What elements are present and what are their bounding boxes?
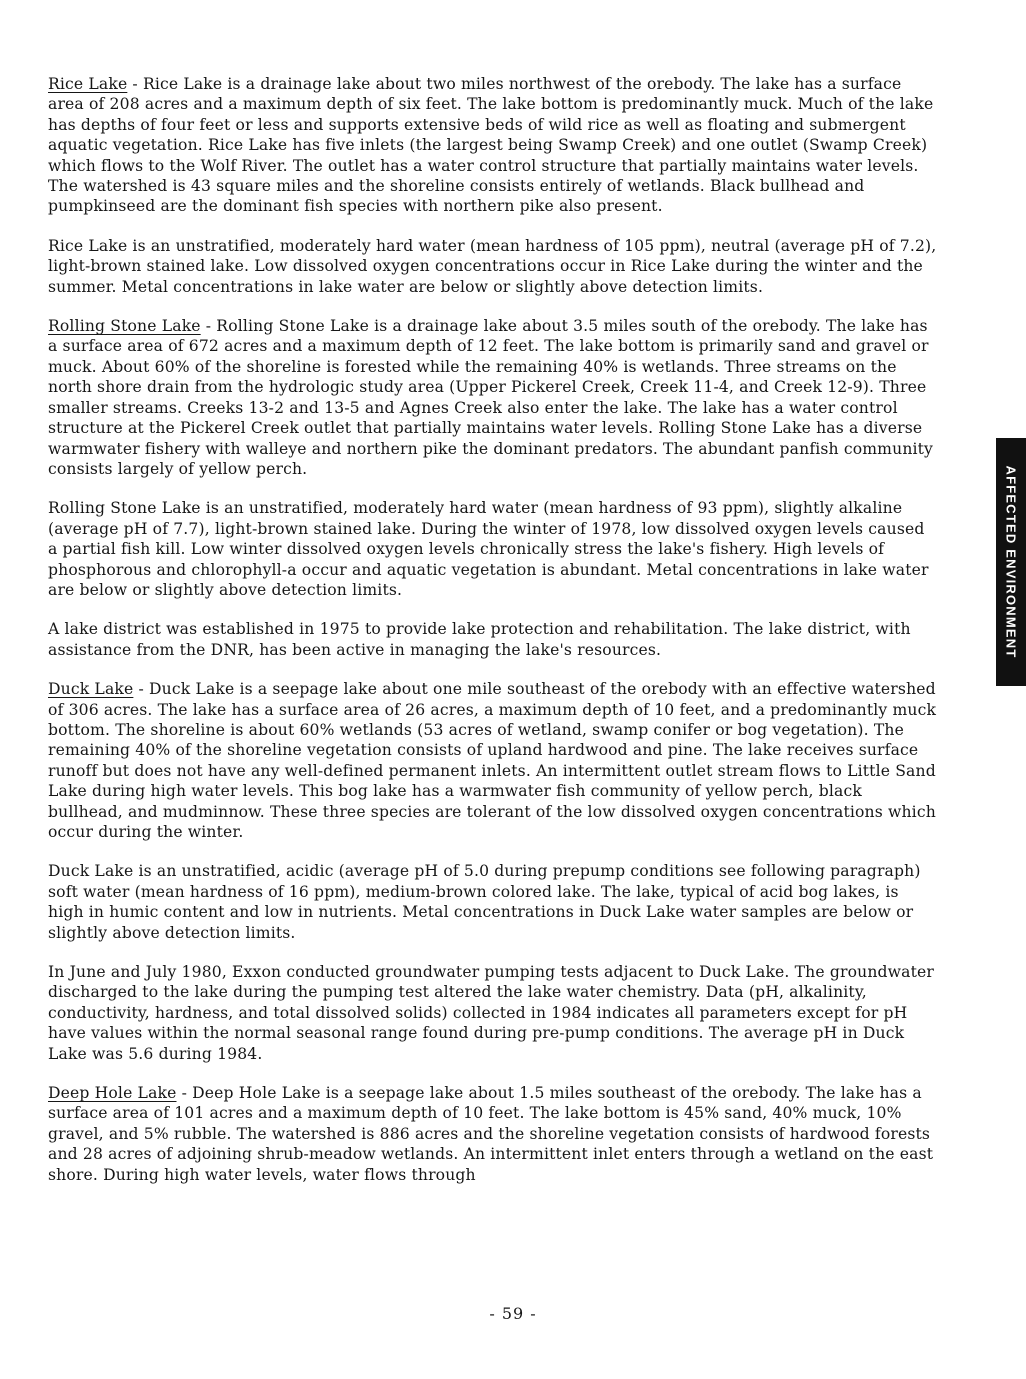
- duck-lake-heading: Duck Lake: [48, 680, 134, 699]
- rolling-stone-lake-paragraph-3: A lake district was established in 1975 to provide lake protection and rehabilitation. The lake district, with assistance from the DNR, has been active in managing the lake's resources.: [48, 620, 911, 659]
- document-body: [48, 74, 938, 1204]
- rolling-stone-lake-text-1: - Rolling Stone Lake is a drainage lake about 3.5 miles south of the orebody. The lake has a surface area of 672 acres and a maximum depth of 12 feet. The lake bottom is primarily sand and gravel or muck. About 60% of the shoreline is forested while the remaining 40% is wetlands. Three streams on the north shore drain from the hydrologic study area (Upper Pickerel Creek, Creek 11-4, and Creek 12-9). Three smaller streams. Creeks 13-2 and 13-5 and Agnes Creek also enter the lake. The lake has a water control structure at the Pickerel Creek outlet that partially maintains water levels. Rolling Stone Lake has a diverse warmwater fishery with walleye and northern pike the dominant predators. The abundant panfish community consists largely of yellow perch.: [48, 317, 934, 478]
- duck-lake-paragraph-3: In June and July 1980, Exxon conducted groundwater pumping tests adjacent to Duck Lake. The groundwater discharged to the lake during the pumping test altered the lake water chemistry. Data (pH, alkalinity, conductivity, hardness, and total dissolved solids) collected in 1984 indicates all parameters except for pH have values within the normal seasonal range found during pre-pump conditions. The average pH in Duck Lake was 5.6 during 1984.: [48, 963, 934, 1063]
- duck-lake-text-1: - Duck Lake is a seepage lake about one mile southeast of the orebody with an effective watershed of 306 acres. The lake has a surface area of 26 acres, a maximum depth of 10 feet, and a predominantly muck bottom. The shoreline is about 60% wetlands (53 acres of wetland, swamp conifer or bog vegetation). The remaining 40% of the shoreline vegetation consists of upland hardwood and pine. The lake receives surface runoff but does not have any well-defined permanent inlets. An intermittent outlet stream flows to Little Sand Lake during high water levels. This bog lake has a warmwater fish community of yellow perch, black bullhead, and mudminnow. These three species are tolerant of the low dissolved oxygen concentrations which occur during the winter.: [48, 680, 937, 841]
- rolling-stone-lake-heading: Rolling Stone Lake: [48, 317, 201, 336]
- duck-lake-paragraph-1: [48, 679, 938, 842]
- rolling-stone-lake-paragraph-2: Rolling Stone Lake is an unstratified, moderately hard water (mean hardness of 93 ppm), slightly alkaline (average pH of 7.7), light-brown stained lake. During the winter of 1978, low dissolved oxygen levels caused a partial fish kill. Low winter dissolved oxygen levels chronically stress the lake's fishery. High levels of phosphorous and chlorophyll-a occur and aquatic vegetation is abundant. Metal concentrations in lake water are below or slightly above detection limits.: [48, 499, 929, 599]
- side-tab-label: AFFECTED ENVIRONMENT: [1003, 465, 1019, 659]
- deep-hole-lake-text-1: - Deep Hole Lake is a seepage lake about 1.5 miles southeast of the orebody. The lake has a surface area of 101 acres and a maximum depth of 10 feet. The lake bottom is 45% sand, 40% muck, 10% gravel, and 5% rubble. The watershed is 886 acres and the shoreline vegetation consists of hardwood forests and 28 acres of adjoining shrub-meadow wetlands. An intermittent inlet enters through a wetland on the east shore. During high water levels, water flows through: [48, 1084, 934, 1184]
- section-side-tab: [996, 438, 1026, 686]
- duck-lake-paragraph-2: Duck Lake is an unstratified, acidic (average pH of 5.0 during prepump conditions see following paragraph) soft water (mean hardness of 16 ppm), medium-brown colored lake. The lake, typical of acid bog lakes, is high in humic content and low in nutrients. Metal concentrations in Duck Lake water samples are below or slightly above detection limits.: [48, 862, 921, 942]
- deep-hole-lake-paragraph-1: [48, 1083, 938, 1185]
- rice-lake-paragraph-2: Rice Lake is an unstratified, moderately hard water (mean hardness of 105 ppm), neutral (average pH of 7.2), light-brown stained lake. Low dissolved oxygen concentrations occur in Rice Lake during the winter and the summer. Metal concentrations in lake water are below or slightly above detection limits.: [48, 236, 937, 296]
- rolling-stone-lake-paragraph-1: [48, 316, 938, 479]
- rice-lake-text-1: - Rice Lake is a drainage lake about two miles northwest of the orebody. The lake has a surface area of 208 acres and a maximum depth of six feet. The lake bottom is predominantly muck. Much of the lake has depths of four feet or less and supports extensive beds of wild rice as well as floating and submergent aquatic vegetation. Rice Lake has five inlets (the largest being Swamp Creek) and one outlet (Swamp Creek) which flows to the Wolf River. The outlet has a water control structure that partially maintains water levels. The watershed is 43 square miles and the shoreline consists entirely of wetlands. Black bullhead and pumpkinseed are the dominant fish species with northern pike also present.: [48, 75, 934, 216]
- rice-lake-heading: Rice Lake: [48, 75, 128, 93]
- rice-lake-paragraph-1: [48, 74, 938, 217]
- page-number: - 59 -: [489, 1304, 537, 1323]
- deep-hole-lake-heading: Deep Hole Lake: [48, 1084, 177, 1103]
